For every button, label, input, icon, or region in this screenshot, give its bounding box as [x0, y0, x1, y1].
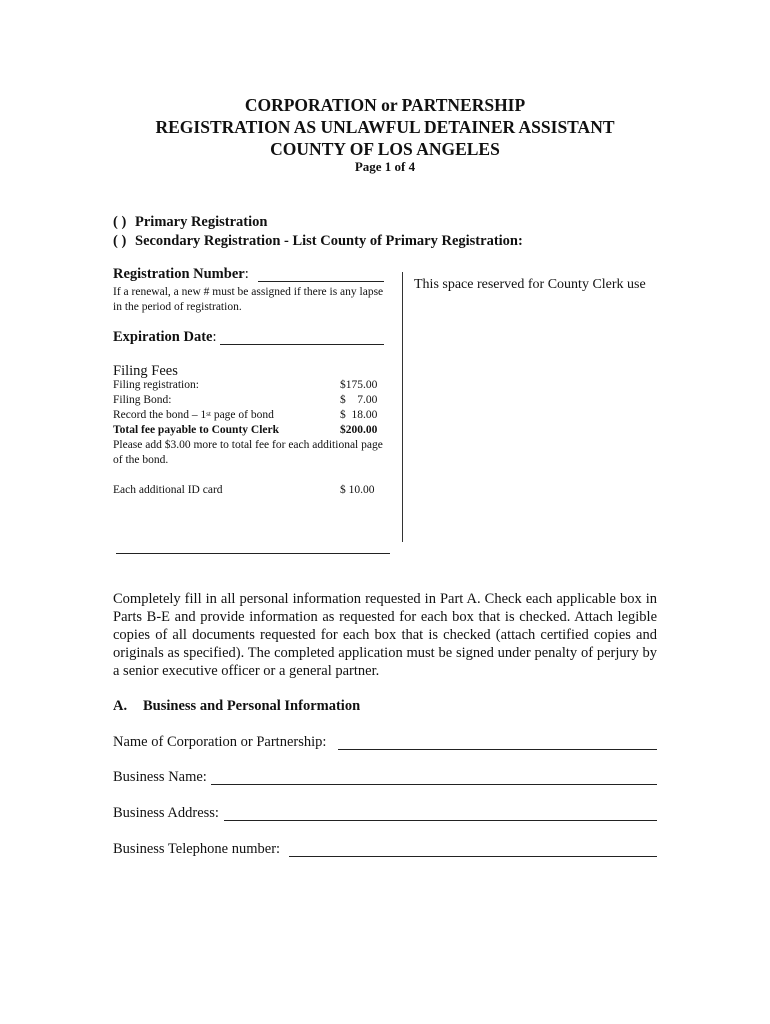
business-address-field[interactable]	[224, 820, 657, 821]
fee-label: Filing registration:	[113, 379, 199, 391]
section-a-heading	[113, 697, 360, 715]
registration-number-label	[113, 265, 249, 283]
form-title-line-3: COUNTY OF LOS ANGELES	[270, 139, 500, 159]
left-column-divider	[116, 553, 390, 554]
fee-label-pre: Record the bond – 1	[113, 409, 207, 421]
expiration-date-label	[113, 328, 217, 346]
primary-registration-checkbox[interactable]: ( )	[113, 214, 127, 230]
corporation-name-field[interactable]	[338, 749, 657, 750]
fee-amount: $200.00	[340, 424, 378, 436]
section-a-letter: A.	[113, 698, 128, 714]
corporation-name-label: Name of Corporation or Partnership:	[113, 734, 327, 750]
fee-amount: $175.00	[340, 379, 378, 391]
instructions-paragraph: Completely fill in all personal information requested in Part A. Check each applicable box in Parts B-E and provide information as requested for each box that is checked. Attach legible copies of all documents requested for each box that is checked (attach certified copies and originals as specified). The completed application must be signed under penalty of perjury by a senior executive officer or a general partner.	[113, 591, 657, 679]
section-a-title: Business and Personal Information	[143, 698, 361, 714]
primary-registration-option[interactable]	[113, 213, 267, 231]
clerk-reserved-note: This space reserved for County Clerk use	[414, 277, 646, 292]
clerk-area-divider	[402, 272, 403, 542]
secondary-registration-checkbox[interactable]: ( )	[113, 233, 127, 249]
business-telephone-field[interactable]	[289, 856, 657, 857]
business-address-label: Business Address:	[113, 805, 219, 821]
registration-number-field[interactable]	[258, 281, 384, 282]
fee-amount: $ 18.00	[340, 409, 378, 421]
secondary-registration-option[interactable]	[113, 232, 523, 250]
business-telephone-label: Business Telephone number:	[113, 841, 281, 857]
registration-number-label-text: Registration Number	[113, 266, 245, 282]
registration-number-colon: :	[244, 266, 249, 282]
expiration-date-field[interactable]	[220, 344, 384, 345]
additional-page-fee-note: Please add $3.00 more to total fee for each additional page of the bond.	[113, 439, 383, 466]
registration-number-note: If a renewal, a new # must be assigned if there is any lapse in the period of registration.	[113, 286, 384, 313]
fee-label: Each additional ID card	[113, 484, 223, 496]
page-indicator: Page 1 of 4	[354, 159, 416, 174]
fee-label-post: page of bond	[210, 409, 274, 421]
fee-amount: $ 10.00	[340, 484, 375, 496]
fee-label: Filing Bond:	[113, 394, 172, 406]
primary-registration-label: Primary Registration	[135, 214, 268, 230]
business-name-field[interactable]	[211, 784, 657, 785]
expiration-date-label-text: Expiration Date	[113, 329, 213, 345]
filing-fees-title: Filing Fees	[113, 363, 178, 379]
fee-label	[113, 408, 274, 423]
secondary-registration-label: Secondary Registration - List County of Primary Registration:	[135, 233, 523, 249]
fee-label: Total fee payable to County Clerk	[113, 424, 280, 436]
business-name-label: Business Name:	[113, 769, 207, 785]
expiration-date-colon: :	[212, 329, 217, 345]
fee-label-superscript: st	[206, 410, 211, 418]
fee-amount: $ 7.00	[340, 394, 378, 406]
form-title-line-1: CORPORATION or PARTNERSHIP	[244, 95, 526, 115]
form-title-line-2: REGISTRATION AS UNLAWFUL DETAINER ASSISTANT	[155, 117, 615, 137]
